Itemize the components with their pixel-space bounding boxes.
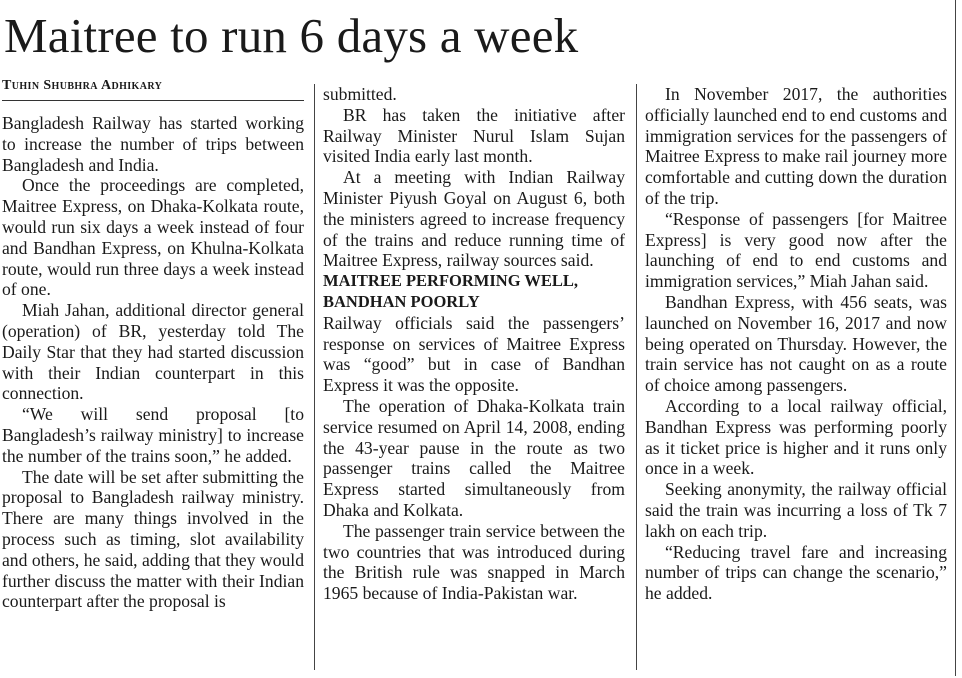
paragraph: Miah Jahan, additional director general (operation) of BR, yesterday told The Daily Star that they had started discussion with their Indian counterpart in this connection. (2, 300, 304, 404)
paragraph-continuation: submitted. (323, 84, 397, 104)
subheading (323, 271, 625, 313)
column-2 (323, 84, 625, 604)
paragraph: At a meeting with Indian Railway Minister Piyush Goyal on August 6, both the ministers agreed to increase frequency of the trains and reduce running time of Maitree Express, railway sources said. (323, 167, 625, 271)
column-divider (314, 84, 315, 670)
paragraph: Bangladesh Railway has started working to increase the number of trips between Bangladesh and India. (2, 113, 304, 175)
column-3 (645, 84, 947, 604)
subheading-line: MAITREE PERFORMING WELL, (323, 271, 579, 291)
paragraph: According to a local railway official, Bandhan Express was performing poorly as it ticket price is higher and it runs only once in a week. (645, 395, 947, 479)
paragraph: “Reducing travel fare and increasing number of trips can change the scenario,” he added. (645, 541, 947, 604)
paragraph: The date will be set after submitting the proposal to Bangladesh railway ministry. There are many things involved in the process such as timing, slot availability and others, he said, adding that they would further discuss the matter with their Indian counterpart after the proposal is (2, 466, 304, 612)
subheading-line: BANDHAN POORLY (323, 291, 480, 311)
paragraph: Bandhan Express, with 456 seats, was launched on November 16, 2017 and now being operated on Thursday. However, the train service has not caught on as a route of choice among passengers. (645, 291, 947, 396)
column-1 (2, 76, 304, 612)
paragraph: “We will send proposal [to Bangladesh’s railway ministry] to increase the number of the trains soon,” he added. (2, 404, 304, 466)
paragraph: Railway officials said the passengers’ response on services of Maitree Express was “good” but in case of Bandhan Express it was the opposite. (323, 312, 625, 396)
byline: Tuhin Shubhra Adhikary (2, 76, 304, 101)
paragraph: The passenger train service between the two countries that was introduced during the British rule was snapped in March 1965 because of India-Pakistan war. (323, 520, 625, 604)
paragraph: “Response of passengers [for Maitree Express] is very good now after the launching of end to end customs and immigration services,” Miah Jahan said. (645, 208, 947, 292)
paragraph: BR has taken the initiative after Railway Minister Nurul Islam Sujan visited India early last month. (323, 104, 625, 167)
column-divider (636, 84, 637, 670)
paragraph: Once the proceedings are completed, Maitree Express, on Dhaka-Kolkata route, would run six days a week instead of four and Bandhan Express, on Khulna-Kolkata route, would run three days a week instead of one. (2, 175, 304, 300)
headline: Maitree to run 6 days a week (4, 8, 579, 63)
page-edge-rule (955, 0, 956, 676)
paragraph: Seeking anonymity, the railway official said the train was incurring a loss of Tk 7 lakh on each trip. (645, 479, 947, 541)
paragraph: The operation of Dhaka-Kolkata train service resumed on April 14, 2008, ending the 43-year pause in the route as two passenger trains called the Maitree Express started simultaneously from Dhaka and Kolkata. (323, 395, 625, 520)
paragraph: In November 2017, the authorities officially launched end to end customs and immigration services for the passengers of Maitree Express to make rail journey more comfortable and cutting down the duration of the trip. (645, 84, 947, 208)
